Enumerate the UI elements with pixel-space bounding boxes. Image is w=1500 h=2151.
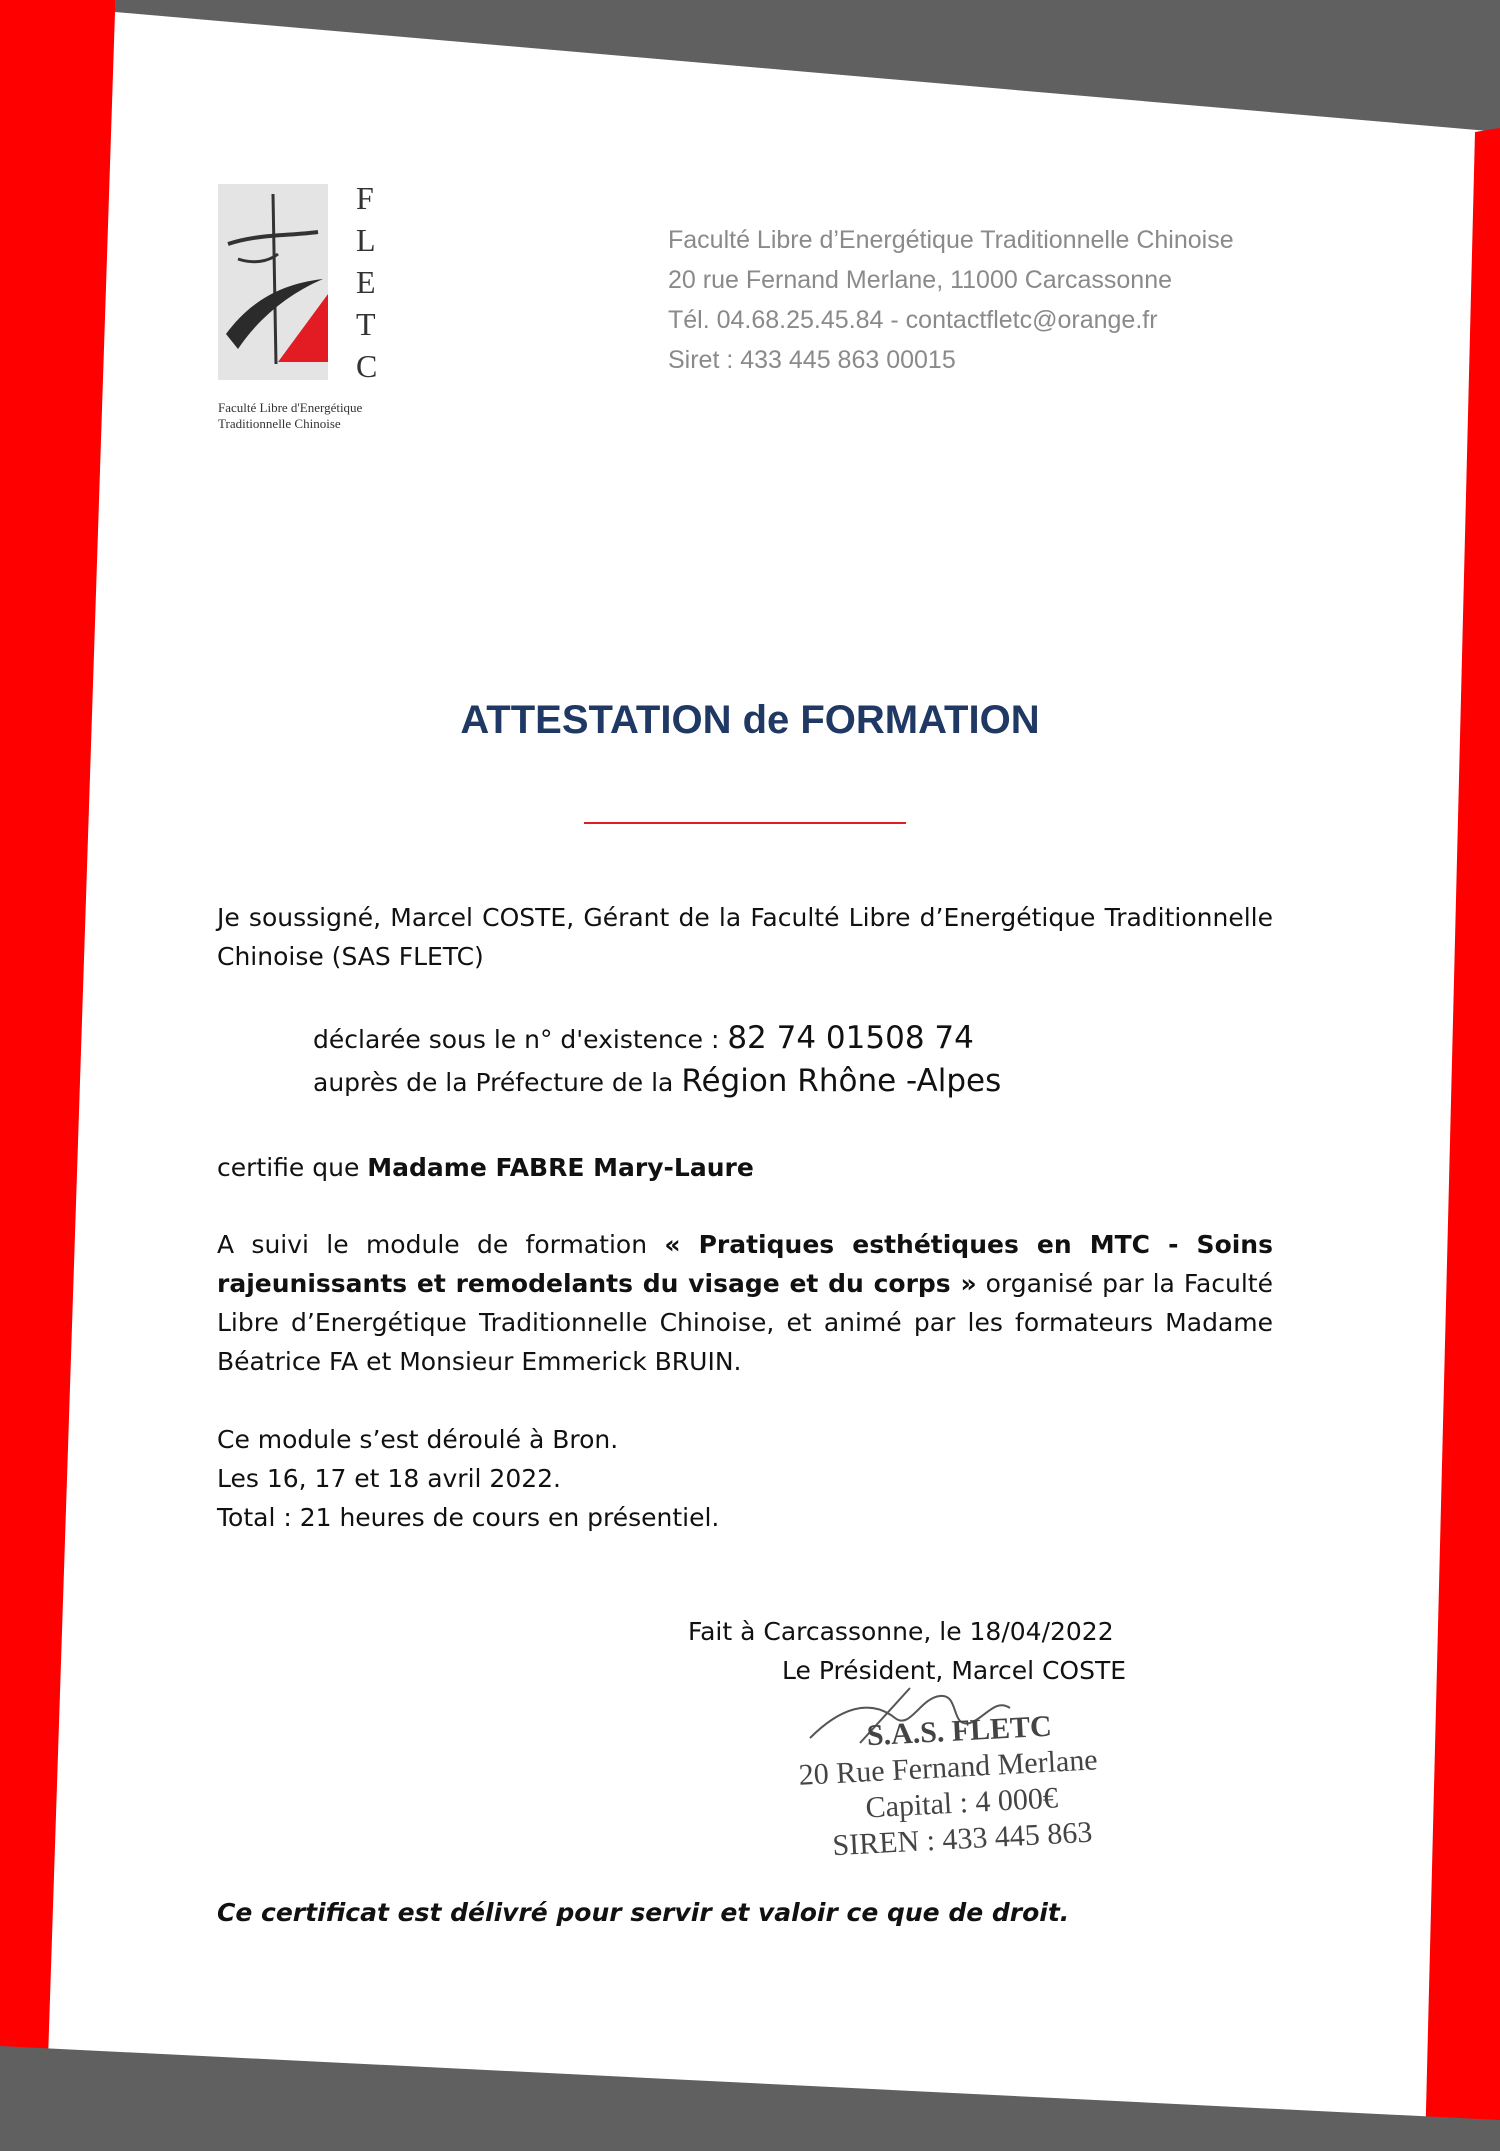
bottom-grey-band xyxy=(0,2046,1500,2151)
document-title: ATTESTATION de FORMATION xyxy=(460,698,1040,742)
signer: Le Président, Marcel COSTE xyxy=(782,1656,1127,1685)
stamp-address: 20 Rue Fernand Merlane xyxy=(797,1743,1099,1792)
stamp-capital: Capital : 4 000€ xyxy=(864,1781,1059,1825)
module-title: « Pratiques esthétiques en MTC - Soins rajeunissants et remodelants du visage et du corps » xyxy=(217,1230,1273,1298)
title-underline xyxy=(584,822,906,824)
details-total: Total : 21 heures de cours en présentiel. xyxy=(217,1503,720,1532)
certify-prefix: certifie que xyxy=(217,1153,368,1182)
declaration-line2 xyxy=(313,1063,1001,1099)
prefecture-label: auprès de la Préfecture de la xyxy=(313,1068,674,1097)
module-paragraph xyxy=(217,1225,1273,1381)
logo-caption-line1: Faculté Libre d'Energétique xyxy=(218,400,363,415)
logo-letter-f: F xyxy=(356,180,374,216)
header-org-name: Faculté Libre d’Energétique Traditionnelle Chinoise xyxy=(668,226,1234,254)
header-phone-email: Tél. 04.68.25.45.84 - contactfletc@orange.fr xyxy=(668,306,1158,334)
module-details xyxy=(217,1420,1273,1537)
top-grey-band xyxy=(115,0,1500,132)
logo-brush-image xyxy=(218,184,328,380)
certify-line xyxy=(217,1148,1273,1187)
prefecture-region: Région Rhône -Alpes xyxy=(681,1063,1002,1099)
declaration-label: déclarée sous le n° d'existence : xyxy=(313,1025,720,1054)
left-red-band xyxy=(0,0,115,2151)
logo-letter-c: C xyxy=(356,348,378,384)
footer-statement: Ce certificat est délivré pour servir et valoir ce que de droit. xyxy=(217,1898,1070,1927)
logo-letter-l: L xyxy=(356,222,376,258)
intro-paragraph: Je soussigné, Marcel COSTE, Gérant de la Faculté Libre d’Energétique Traditionnelle Chinoise (SAS FLETC) xyxy=(217,903,1273,971)
stamp-company: S.A.S. FLETC xyxy=(865,1709,1053,1753)
header-contact xyxy=(668,220,1234,380)
logo-caption xyxy=(218,400,362,432)
details-dates: Les 16, 17 et 18 avril 2022. xyxy=(217,1464,561,1493)
logo-letter-t: T xyxy=(356,306,376,342)
header-address: 20 rue Fernand Merlane, 11000 Carcassonne xyxy=(668,266,1173,294)
header-siret: Siret : 433 445 863 00015 xyxy=(668,346,956,374)
logo-caption-line2: Traditionnelle Chinoise xyxy=(218,416,341,431)
module-prefix: A suivi le module de formation xyxy=(217,1230,665,1259)
declaration-number: 82 74 01508 74 xyxy=(727,1020,974,1056)
logo-letter-e: E xyxy=(356,264,376,300)
place-date: Fait à Carcassonne, le 18/04/2022 xyxy=(688,1617,1114,1646)
fletc-logo xyxy=(212,180,392,440)
right-red-band xyxy=(1425,128,1500,2151)
declaration-line1 xyxy=(313,1020,974,1056)
stamp-siren: SIREN : 433 445 863 xyxy=(831,1815,1094,1863)
trainee-name: Madame FABRE Mary-Laure xyxy=(367,1153,754,1182)
company-stamp xyxy=(796,1706,1102,1865)
module-suffix: organisé par la Faculté Libre d’Energétique Traditionnelle Chinoise, et animé par les formateurs Madame Béatrice FA et Monsieur Emmerick BRUIN. xyxy=(217,1269,1273,1376)
details-location: Ce module s’est déroulé à Bron. xyxy=(217,1425,619,1454)
